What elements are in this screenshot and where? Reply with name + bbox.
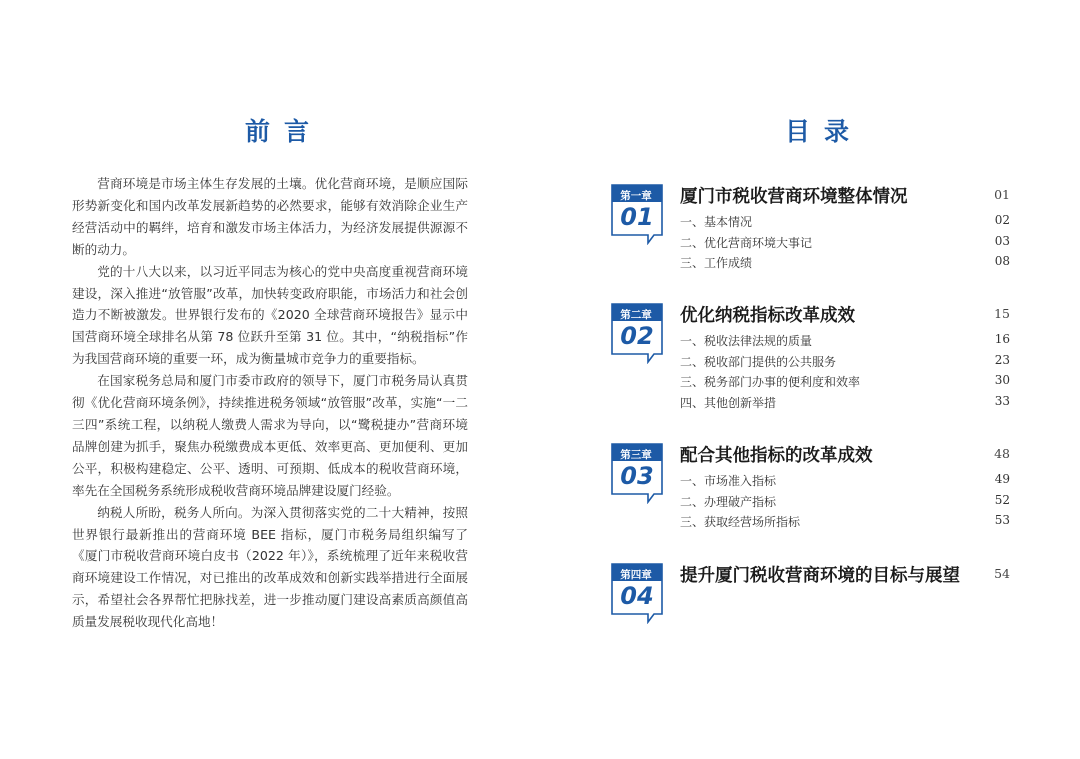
preface-body [72, 173, 468, 633]
toc-item-label: 一、税收法律法规的质量 [680, 334, 813, 348]
toc-item[interactable] [680, 234, 1010, 255]
toc-item[interactable] [680, 353, 1010, 374]
preface-paragraph: 在国家税务总局和厦门市委市政府的领导下，厦门市税务局认真贯彻《优化营商环境条例》，持续推进税务领域“放管服”改革，实施“一二三四”系统工程，以纳税人缴费人需求为导向，以“鹭税捷办”营商环境品牌创建为抓手，聚焦办税缴费成本更低、效率更高、更加便利、更加公平，积极构建稳定、公平、透明、可预期、低成本的税收营商环境，率先在全国税务系统形成税收营商环境品牌建设厦门经验。 [72, 373, 468, 498]
toc-item-page: 02 [994, 213, 1010, 227]
toc-item[interactable] [680, 513, 1010, 534]
chapter-badge-label: 第三章 [620, 449, 652, 461]
toc-item-page: 52 [994, 492, 1010, 507]
toc-item-label: 三、获取经营场所指标 [680, 515, 801, 530]
chapter-badge [610, 442, 668, 504]
toc-item-label: 一、基本情况 [680, 215, 753, 229]
preface-title: 前言 [244, 117, 323, 146]
toc-item-page: 23 [994, 352, 1010, 367]
toc-item-page: 30 [994, 373, 1010, 388]
chapter-title[interactable]: 厦门市税收营商环境整体情况 [680, 187, 908, 207]
chapter-badge [610, 562, 668, 624]
chapter-title[interactable]: 配合其他指标的改革成效 [680, 446, 873, 466]
toc-item[interactable] [680, 213, 1010, 234]
chapter-badge [610, 302, 668, 364]
toc-item-page: 53 [994, 513, 1010, 528]
chapter-page: 15 [994, 306, 1010, 321]
toc-item[interactable] [680, 493, 1010, 514]
toc-item-page: 08 [994, 254, 1010, 269]
chapter-number: 01 [620, 203, 654, 231]
toc-item-page: 33 [994, 394, 1010, 409]
chapter-number: 03 [620, 462, 654, 490]
toc-item-page: 03 [994, 233, 1010, 248]
chapter-number: 02 [620, 322, 654, 350]
chapter-title[interactable]: 优化纳税指标改革成效 [680, 306, 855, 326]
toc-item-label: 三、税务部门办事的便利度和效率 [680, 375, 861, 390]
toc-item[interactable] [680, 394, 1010, 415]
chapter-badge [610, 183, 668, 245]
preface-paragraph: 营商环境是市场主体生存发展的土壤。优化营商环境，是顺应国际形势新变化和国内改革发展新趋势的必然要求，能够有效消除企业生产经营活动中的羁绊，培育和激发市场主体活力，为经济发展提供源源不断的动力。 [72, 176, 468, 257]
toc-item[interactable] [680, 254, 1010, 275]
preface-paragraph: 党的十八大以来，以习近平同志为核心的党中央高度重视营商环境建设，深入推进“放管服”改革，加快转变政府职能，市场活力和社会创造力不断被激发。世界银行发布的《2020 全球营商环境报告》显示中国营商环境全球排名从第 78 位跃升至第 31 位。其中，“纳税指标”作为我国营商环境的重要一环，成为衡量城市竞争力的重要指标。 [72, 263, 468, 367]
toc-item-label: 二、税收部门提供的公共服务 [680, 354, 837, 369]
toc-item-page: 16 [994, 332, 1010, 346]
toc-item-label: 四、其他创新举措 [680, 396, 777, 411]
toc-item-page: 49 [994, 472, 1010, 486]
toc-item[interactable] [680, 472, 1010, 493]
chapter-page: 48 [994, 446, 1010, 461]
chapter-number: 04 [620, 582, 654, 610]
toc-item-label: 二、优化营商环境大事记 [680, 235, 813, 250]
toc-title: 目录 [784, 117, 863, 146]
chapter-badge-label: 第四章 [620, 569, 652, 581]
preface-paragraph: 纳税人所盼，税务人所向。为深入贯彻落实党的二十大精神，按照世界银行最新推出的营商环境 BEE 指标，厦门市税务局组织编写了《厦门市税收营商环境白皮书（2022 年）》，系统梳理了近年来税收营商环境建设工作情况，对已推出的改革成效和创新实践举措进行全面展示，希望社会各界帮忙把脉找差，进一步推动厦门建设高素质高颜值高质量发展税收现代化高地！ [72, 504, 468, 630]
toc-item-label: 三、工作成绩 [680, 256, 753, 271]
chapter-page: 01 [994, 187, 1010, 202]
toc-item-label: 二、办理破产指标 [680, 494, 777, 509]
chapter-badge-label: 第一章 [620, 190, 652, 202]
toc-item[interactable] [680, 373, 1010, 394]
chapter-badge-label: 第二章 [620, 309, 652, 321]
chapter-page: 54 [994, 566, 1010, 581]
toc-item[interactable] [680, 332, 1010, 353]
chapter-title[interactable]: 提升厦门税收营商环境的目标与展望 [680, 566, 960, 586]
toc-item-label: 一、市场准入指标 [680, 474, 777, 488]
